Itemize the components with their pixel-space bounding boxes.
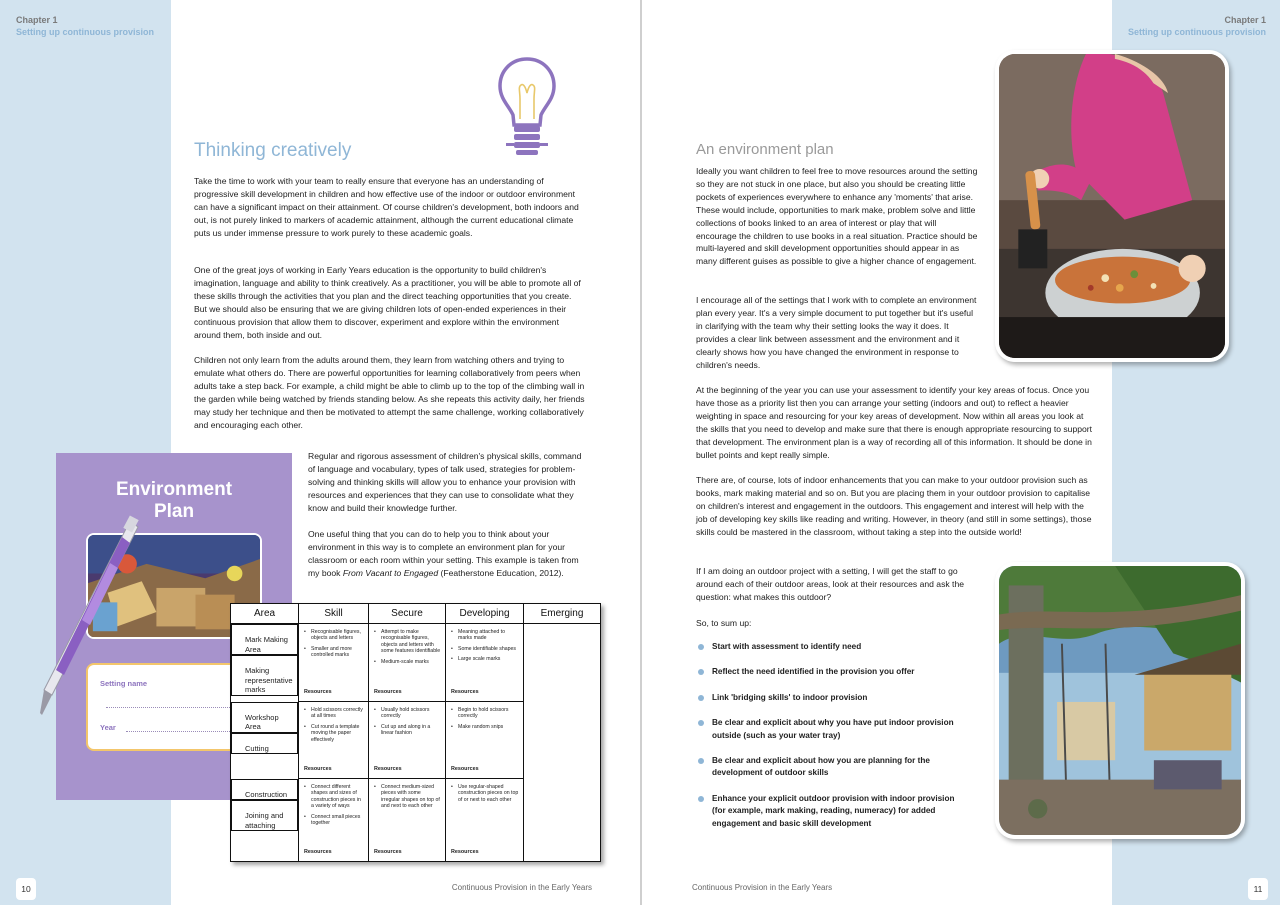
list-item: • Smaller and more controlled marks	[304, 646, 364, 659]
list-item: Reflect the need identified in the provision you offer	[696, 666, 956, 678]
list-item: • Make random snips	[451, 724, 519, 730]
list-item: • Recognisable figures, objects and letters	[304, 629, 364, 642]
year-label: Year	[100, 723, 116, 732]
page-number: 10	[16, 878, 36, 900]
chapter-subtitle: Setting up continuous provision	[1128, 27, 1266, 37]
list-item: • Medium-scale marks	[374, 659, 441, 665]
resources-label: Resources	[451, 848, 479, 855]
year-line	[126, 731, 236, 732]
table-header-row	[231, 604, 601, 624]
list-item: • Large scale marks	[451, 656, 519, 662]
resources-label: Resources	[451, 688, 479, 695]
area-cell: Mark Making Area	[231, 624, 298, 655]
lightbulb-icon	[496, 55, 558, 159]
booklet-title: Environment Plan	[115, 479, 233, 522]
secure-cell	[299, 624, 369, 702]
developing-cell	[369, 702, 446, 779]
resources-label: Resources	[374, 688, 402, 695]
resources-label: Resources	[304, 765, 332, 772]
paragraph: So, to sum up:	[696, 618, 752, 628]
resources-label: Resources	[304, 688, 332, 695]
list-item: • Cut round a template moving the paper effectively	[304, 724, 364, 743]
list-item: • Attempt to make recognisable figures, objects and letters with some features identifiable	[374, 629, 441, 655]
table-row	[231, 779, 601, 862]
area-cell: Construction	[231, 779, 298, 801]
secure-cell	[299, 702, 369, 779]
skill-cell: Cutting	[231, 733, 298, 755]
resources-label: Resources	[374, 765, 402, 772]
table-row	[231, 624, 601, 702]
list-item: • Use regular-shaped construction pieces on top of or next to each other	[451, 784, 519, 803]
table-row	[231, 702, 601, 779]
child-photo	[995, 50, 1229, 362]
setting-name-label: Setting name	[100, 679, 148, 688]
secure-cell	[299, 779, 369, 862]
paragraph: One of the great joys of working in Early Years education is the opportunity to build children's imagination, language and ability to think creatively. As a practitioner, you will be able to promote all of these skills through the activities that you plan and the direct teaching opportunities that you create. But we should also be ensuring that we are giving children lots of open-ended experiences in their continuous provision that allow them to discover, experiment and explore within the environment around them, both inside and out.	[194, 265, 581, 340]
right-page	[642, 0, 1280, 905]
emerging-cell	[446, 624, 524, 702]
column-header: Skill	[299, 604, 369, 624]
list-item: • Connect medium-sized pieces with some irregular shapes on top of and next to each other	[374, 784, 441, 810]
list-item: Link 'bridging skills' to indoor provision	[696, 692, 956, 704]
list-item: • Connect small pieces together	[304, 814, 364, 827]
chapter-heading	[16, 14, 154, 38]
list-item: Be clear and explicit about how you are planning for the development of outdoor skills	[696, 755, 956, 780]
resources-label: Resources	[374, 848, 402, 855]
garden-photo	[995, 562, 1245, 839]
chapter-number: Chapter 1	[16, 15, 58, 25]
section-title: An environment plan	[696, 141, 834, 158]
skill-cell: Joining and attaching	[231, 800, 298, 831]
emerging-cell	[446, 702, 524, 779]
running-footer: Continuous Provision in the Early Years	[451, 883, 592, 892]
list-item: • Some identifiable shapes	[451, 646, 519, 652]
running-footer: Continuous Provision in the Early Years	[692, 883, 833, 892]
developing-cell	[369, 624, 446, 702]
paragraph: One useful thing that you can do to help you to think about your environment in this way is to complete an environment plan for your classroom or each room within your setting. This example is taken from my book From Vacant to Engaged (Featherstone Education, 2012).	[308, 529, 579, 578]
column-header: Area	[231, 604, 299, 624]
paragraph: Children not only learn from the adults around them, they learn from watching others and trying to emulate what others do. There are powerful opportunities for learning collaboratively from peers when adults take a step back. For example, a child might be able to climb up to the top of the climbing wall in the garden while being watched by friends standing below. As she repeats this activity daily, her friends may study her technique and then be motivated to attempt the same challenge, working collaboratively and encouraging each other.	[194, 355, 585, 430]
list-item: • Begin to hold scissors correctly	[451, 707, 519, 720]
developing-cell	[369, 779, 446, 862]
chapter-subtitle: Setting up continuous provision	[16, 27, 154, 37]
section-title: Thinking creatively	[194, 140, 352, 161]
paragraph: I encourage all of the settings that I work with to complete an environment plan every year. It's a very simple document to put together but it's useful in clarifying with the team why their setting looks the way it does. It provides a clear link between assessment and the environment and it clearly shows how you have changed the environment in response to children's needs.	[696, 295, 977, 370]
resources-label: Resources	[304, 848, 332, 855]
list-item: • Hold scissors correctly at all times	[304, 707, 364, 720]
summary-list	[696, 641, 956, 830]
area-cell: Workshop Area	[231, 702, 298, 733]
book-title-italic: From Vacant to Engaged	[342, 567, 439, 578]
list-item: • Cut up and along in a linear fashion	[374, 724, 441, 737]
emerging-cell	[446, 779, 524, 862]
column-header: Secure	[369, 604, 446, 624]
paragraph: Take the time to work with your team to really ensure that everyone has an understanding of progressive skill development in children and how effective use of the indoor or outdoor environment can have a significant impact on their attainment. Of course children's development, both indoors and out, is not purely linked to markers of academic attainment, although the current educational climate puts us under immense pressure to work purely to these academic goals.	[194, 176, 579, 238]
list-item: Start with assessment to identify need	[696, 641, 956, 653]
skill-cell: Making representative marks	[231, 655, 298, 696]
pen-icon	[30, 515, 140, 725]
column-header: Developing	[446, 604, 524, 624]
list-item: • Connect different shapes and sizes of construction pieces in a variety of ways	[304, 784, 364, 810]
list-item: • Meaning attached to marks made	[451, 629, 519, 642]
list-item: Enhance your explicit outdoor provision with indoor provision (for example, mark making, reading, numeracy) for added engagement and basic skill development	[696, 793, 956, 830]
page-number: 11	[1248, 878, 1268, 900]
column-header: Emerging	[524, 604, 601, 624]
paragraph: If I am doing an outdoor project with a setting, I will get the staff to go around each of their outdoor areas, look at their resources and ask the question: what makes this outdoor?	[696, 566, 965, 602]
paragraph: There are, of course, lots of indoor enhancements that you can make to your outdoor provision such as books, mark making material and so on. But you are placing them in your outdoor provision to capitalise on children's interest and engagement in the outdoors. This engagement and interest will help with the job of developing key skills like reading and writing. However, in theory (and still in some settings), those skills could be mastered in the classroom, without taking a step into the outside world!	[696, 475, 1092, 537]
list-item: • Usually hold scissors correctly	[374, 707, 441, 720]
paragraph: At the beginning of the year you can use your assessment to identify your key areas of focus. Once you have those as a priority list then you can arrange your setting (indoors and out) to reflect a heavier weighting in space and resourcing for your key areas of development. Now within all areas you look at the skills that you need to develop and make sure that there is enough appropriate resourcing to support that development. The environment plan is a way of recording all of this information. It should be done in bullet points and kept really simple.	[696, 385, 1093, 460]
chapter-number: Chapter 1	[1224, 15, 1266, 25]
list-item: Be clear and explicit about why you have put indoor provision outside (such as your water tray)	[696, 717, 956, 742]
chapter-heading	[1128, 14, 1266, 38]
paragraph: Ideally you want children to feel free to move resources around the setting so they are not stuck in one place, but also you should be creating little pockets of experiences everywhere to enhance any 'moments' that arise. These would include, opportunities to mark make, problem solve and little collections of books linked to an area of interest or play that will encourage the children to use books in a real situation. Practice should be multi-layered and skill development opportunities should appear in as many different guises as possible to give a higher chance of engagement.	[696, 166, 978, 267]
paragraph: Regular and rigorous assessment of children's physical skills, command of language and vocabulary, types of talk used, strategies for problem-solving and thinking skills will allow you to enhance your provision with resources and experiences that they can use to consolidate what they know and build their knowledge further.	[308, 451, 582, 513]
environment-plan-table	[230, 603, 601, 862]
resources-label: Resources	[451, 765, 479, 772]
